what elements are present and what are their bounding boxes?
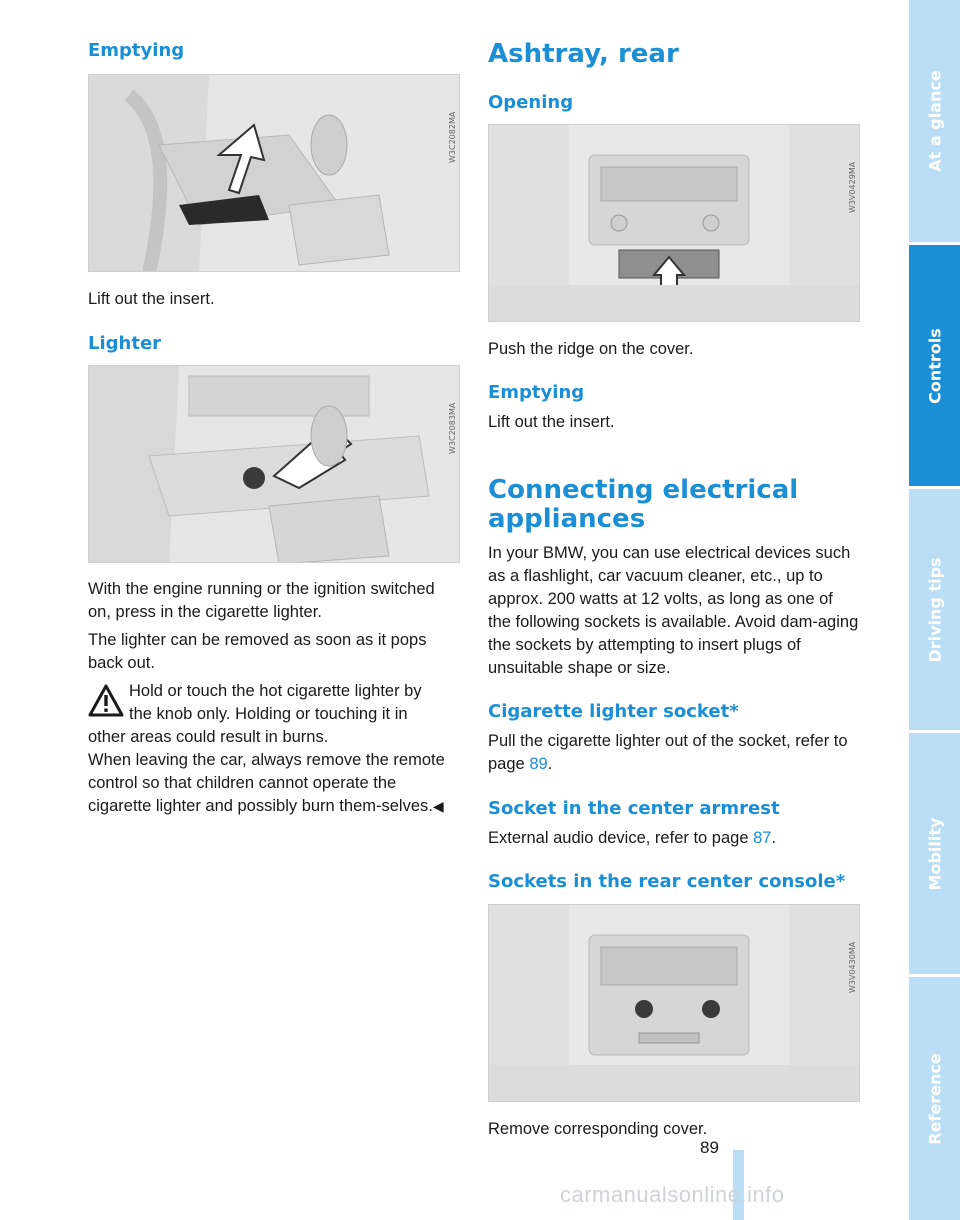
svg-text:W3C2083MA: W3C2083MA [448,402,457,454]
opening-heading: Opening [488,92,574,113]
tab-at-a-glance[interactable] [909,0,960,245]
page-number: 89 [700,1138,719,1157]
opening-text: Push the ridge on the cover. [488,340,694,358]
lighter-figure [88,365,460,563]
emptying-text-rear: Lift out the insert. [488,413,615,431]
connecting-text: In your BMW, you can use electrical devices such as a flashlight, car vacuum cleaner, etc., up to approx. 200 watts at 12 volts, as long as one of the following sockets is available. Avoid dam-aging the sockets by attempting to insert plugs of unsuitable shape or size. [488,544,859,677]
ashtray-emptying-figure [88,74,460,272]
connecting-heading-line-1: Connecting electrical [488,475,799,505]
armrest-body: External audio device, refer to page [488,829,749,847]
lighter-text-1: With the engine running or the ignition switched on, press in the cigarette lighter. [88,580,435,621]
tab-driving-tips[interactable] [909,489,960,733]
svg-text:W3C2082MA: W3C2082MA [448,111,457,163]
chapter-sidebar [909,0,960,1220]
cigarette-socket-heading: Cigarette lighter socket* [488,701,739,722]
tab-at-a-glance-label: At a glance [925,70,944,172]
svg-text:W3V0430MA: W3V0430MA [848,941,857,993]
end-mark: ◀ [432,798,444,814]
rear-console-text: Remove corresponding cover. [488,1120,708,1138]
tab-controls[interactable] [909,245,960,489]
page-link-89[interactable]: 89 [529,755,548,773]
cigarette-socket-body: Pull the cigarette lighter out of the socket, refer to page [488,732,848,773]
warning-rest: other areas could result in burns. [88,728,329,746]
tab-reference[interactable] [909,977,960,1220]
rear-console-heading: Sockets in the rear center console* [488,871,846,892]
tab-driving-tips-label: Driving tips [925,556,944,663]
armrest-heading: Socket in the center armrest [488,798,780,819]
armrest-text: External audio device, refer to page 87. [488,829,777,847]
rear-console-figure [488,904,860,1102]
lighter-text-2: The lighter can be removed as soon as it pops back out. [88,631,427,672]
warning-rest-2: When leaving the car, always remove the remote control so that children cannot operate the cigarette lighter and possibly burn them-selves. [88,751,445,815]
ashtray-rear-heading: Ashtray, rear [488,39,679,69]
emptying-text: Lift out the insert. [88,290,215,308]
emptying-heading-rear: Emptying [488,382,585,403]
tab-mobility-label: Mobility [925,817,944,890]
connecting-heading-line-2: appliances [488,504,646,534]
emptying-heading: Emptying [88,40,185,61]
cigarette-socket-text: Pull the cigarette lighter out of the socket, refer to page 89. [488,732,848,773]
svg-text:W3V0429MA: W3V0429MA [848,161,857,213]
tab-mobility[interactable] [909,733,960,977]
warning-line-1: Hold or touch the hot cigarette lighter by [129,682,422,700]
warning-line-2: the knob only. Holding or touching it in [129,705,408,723]
tab-controls-label: Controls [925,327,944,404]
page-link-87[interactable]: 87 [753,829,772,847]
connecting-heading [488,476,798,534]
warning-text [88,726,460,818]
warning-icon [88,684,124,718]
ashtray-rear-figure [488,124,860,322]
watermark: carmanualsonline.info [560,1182,785,1207]
lighter-heading: Lighter [88,333,162,354]
tab-reference-label: Reference [925,1052,944,1145]
